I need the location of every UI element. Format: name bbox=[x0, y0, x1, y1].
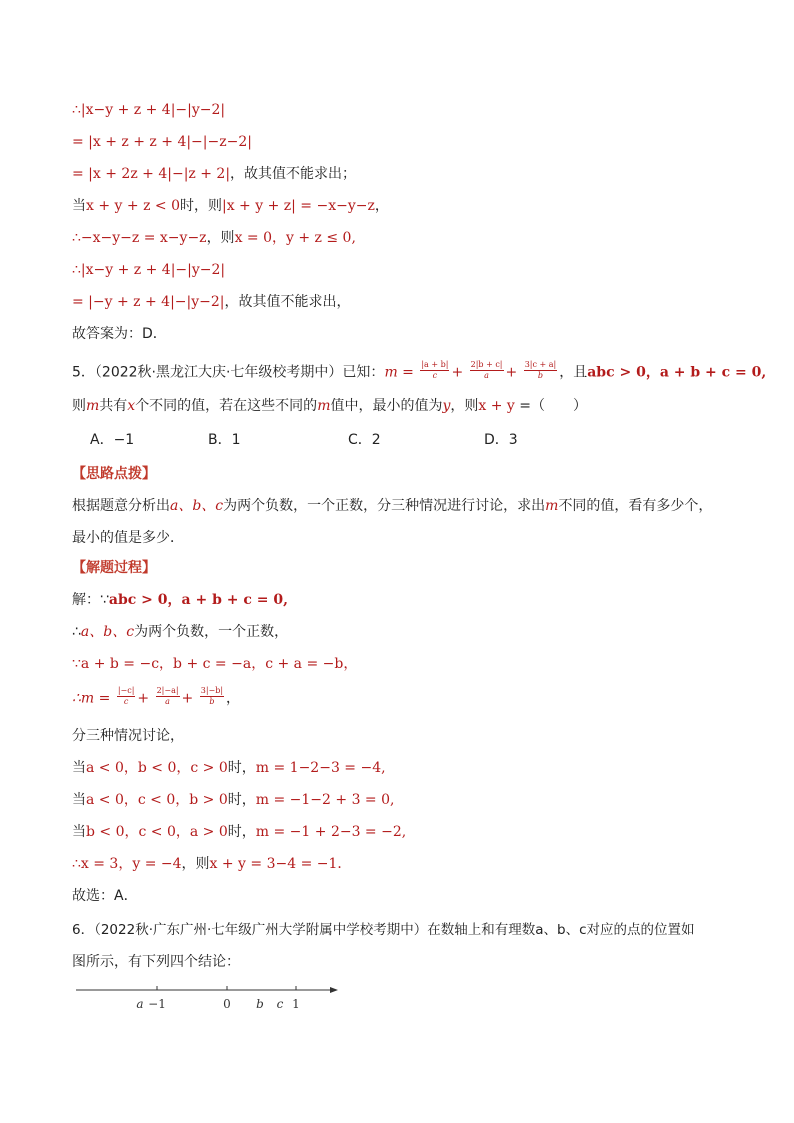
prev-line-7 bbox=[72, 292, 351, 312]
prev-line-1: ∴|x−y + z + 4|−|y−2| bbox=[72, 102, 226, 118]
q5-line-2 bbox=[72, 396, 587, 416]
case-1 bbox=[72, 758, 386, 778]
case-2-b: a < 0，c < 0，b > 0 bbox=[86, 792, 228, 808]
label-c: c bbox=[276, 997, 284, 1011]
case-3-b: b < 0，c < 0，a > 0 bbox=[86, 824, 228, 840]
case-1-d: m = 1−2−3 = −4, bbox=[255, 760, 386, 776]
option-d[interactable]: D．3 bbox=[484, 432, 518, 448]
label-neg-one: −1 bbox=[148, 997, 166, 1011]
q5-l2-a: 则 bbox=[72, 398, 86, 414]
hint-1-b: 为两个负数，一个正数，分三种情况进行讨论，求出 bbox=[223, 498, 546, 514]
hint-1-vars: a、b、c bbox=[170, 498, 224, 514]
prev-line-3 bbox=[72, 164, 356, 184]
result-c: x + y = 3−4 = −1． bbox=[209, 856, 352, 872]
case-2-a: 当 bbox=[72, 792, 86, 808]
prev-line-4-a: 当 bbox=[72, 198, 86, 214]
q5-l2-c: 个不同的值，若在这些不同的 bbox=[135, 398, 318, 414]
label-zero: 0 bbox=[223, 997, 231, 1011]
sol-f2-den: a bbox=[165, 697, 170, 706]
case-1-b: a < 0，b < 0，c > 0 bbox=[86, 760, 228, 776]
q5-fraction-2 bbox=[470, 360, 504, 381]
sol-plus-1: + bbox=[137, 690, 150, 707]
prev-line-4-e: ， bbox=[374, 198, 389, 214]
solution-line-1 bbox=[72, 590, 288, 610]
prev-answer: 故答案为：D． bbox=[72, 326, 167, 342]
solution-title: 【解题过程】 bbox=[72, 560, 156, 576]
solution-line-4 bbox=[72, 688, 240, 709]
prev-line-3-text: ，故其值不能求出； bbox=[230, 166, 357, 182]
hint-1-c: 不同的值，看有多少个， bbox=[558, 498, 713, 514]
sol-fraction-1 bbox=[117, 686, 136, 707]
q5-prefix: 5．（2022秋·黑龙江大庆·七年级校考期中）已知： bbox=[72, 364, 385, 381]
label-a: a bbox=[136, 997, 144, 1011]
solution-final: 故选：A． bbox=[72, 888, 138, 904]
sol-fraction-2 bbox=[156, 686, 180, 707]
case-1-a: 当 bbox=[72, 760, 86, 776]
q5-f2-den: a bbox=[484, 371, 489, 380]
q5-l2-e: ，则 bbox=[450, 398, 479, 414]
q5-fraction-3 bbox=[524, 360, 558, 381]
q5-l2-f: =（ ） bbox=[514, 398, 588, 414]
q5-f1-den: c bbox=[432, 371, 438, 380]
option-c[interactable]: C．2 bbox=[348, 432, 381, 448]
result-b: ，则 bbox=[181, 856, 210, 872]
label-one: 1 bbox=[292, 997, 300, 1011]
case-1-c: 时， bbox=[227, 760, 256, 776]
hint-line-2: 最小的值是多少． bbox=[72, 530, 184, 546]
q5-m-eq: m = bbox=[384, 364, 414, 381]
number-line-arrow bbox=[330, 987, 338, 993]
q5-cond-b: abc > 0，a + b + c = 0, bbox=[587, 364, 767, 381]
prev-line-5-c: x = 0，y + z ≤ 0, bbox=[234, 230, 356, 246]
case-2 bbox=[72, 790, 394, 810]
solution-line-5: 分三种情况讨论， bbox=[72, 728, 184, 744]
q5-f3-num: 3|c + a| bbox=[524, 360, 557, 369]
prev-line-7-math: = |−y + z + 4|−|y−2| bbox=[72, 294, 225, 310]
hint-title: 【思路点拨】 bbox=[72, 466, 156, 482]
q5-plus-1: + bbox=[451, 364, 464, 381]
prev-line-7-text: ，故其值不能求出， bbox=[224, 294, 351, 310]
prev-line-6: ∴|x−y + z + 4|−|y−2| bbox=[72, 262, 226, 278]
q5-line-1 bbox=[72, 362, 766, 383]
case-3 bbox=[72, 822, 406, 842]
option-a[interactable]: A．−1 bbox=[90, 432, 135, 448]
label-b: b bbox=[256, 997, 264, 1011]
sol-4-m: ∴m = bbox=[72, 690, 111, 707]
sol-2-a: ∴ bbox=[72, 624, 81, 640]
solution-result bbox=[72, 854, 351, 874]
q5-l2-m: m bbox=[86, 398, 100, 414]
hint-line-1 bbox=[72, 496, 712, 516]
sol-2-vars: a、b、c bbox=[80, 624, 135, 640]
q5-l2-x: x bbox=[127, 398, 136, 414]
hint-1-m: m bbox=[545, 498, 559, 514]
sol-1-b: abc > 0，a + b + c = 0, bbox=[108, 592, 288, 608]
q6-line-2: 图所示，有下列四个结论： bbox=[72, 954, 240, 970]
sol-1-a: 解：∵ bbox=[72, 592, 109, 608]
q5-cond-a: ，且 bbox=[559, 364, 588, 381]
q5-f3-den: b bbox=[537, 371, 544, 380]
prev-line-4 bbox=[72, 196, 389, 216]
q5-f2-num: 2|b + c| bbox=[470, 360, 503, 369]
solution-line-3: ∵a + b = −c，b + c = −a，c + a = −b， bbox=[72, 656, 358, 672]
prev-line-3-math: = |x + 2z + 4|−|z + 2| bbox=[72, 166, 231, 182]
q6-line-1: 6．（2022秋·广东广州·七年级广州大学附属中学校考期中）在数轴上和有理数a、b、c对应的点的位置如 bbox=[72, 922, 695, 938]
option-b[interactable]: B．1 bbox=[208, 432, 241, 448]
prev-line-5 bbox=[72, 228, 356, 248]
sol-4-end: ， bbox=[226, 690, 241, 707]
q5-fraction-1 bbox=[420, 360, 449, 381]
solution-line-2 bbox=[72, 622, 288, 642]
sol-2-b: 为两个负数，一个正数， bbox=[134, 624, 289, 640]
prev-line-4-c: 时，则 bbox=[179, 198, 222, 214]
prev-line-2: = |x + z + z + 4|−|−z−2| bbox=[72, 134, 252, 150]
q5-l2-d: 值中，最小的值为 bbox=[330, 398, 443, 414]
sol-f2-num: 2|−a| bbox=[156, 686, 179, 695]
number-line bbox=[72, 984, 352, 1024]
prev-line-4-b: x + y + z < 0 bbox=[86, 198, 180, 214]
prev-line-5-b: ，则 bbox=[206, 230, 235, 246]
sol-f1-num: |−c| bbox=[117, 686, 135, 695]
case-2-d: m = −1−2 + 3 = 0, bbox=[255, 792, 395, 808]
hint-1-a: 根据题意分析出 bbox=[72, 498, 170, 514]
sol-f1-den: c bbox=[123, 697, 129, 706]
case-3-a: 当 bbox=[72, 824, 86, 840]
q5-l2-xy: x + y bbox=[478, 398, 515, 414]
q5-l2-m2: m bbox=[317, 398, 331, 414]
sol-plus-2: + bbox=[181, 690, 194, 707]
q5-plus-2: + bbox=[505, 364, 518, 381]
prev-line-5-a: ∴−x−y−z = x−y−z bbox=[72, 230, 207, 246]
prev-line-4-d: |x + y + z| = −x−y−z bbox=[221, 198, 375, 214]
q5-l2-b: 共有 bbox=[99, 398, 128, 414]
case-2-c: 时， bbox=[227, 792, 256, 808]
case-3-c: 时， bbox=[227, 824, 256, 840]
case-3-d: m = −1 + 2−3 = −2, bbox=[255, 824, 407, 840]
q5-f1-num: |a + b| bbox=[421, 360, 449, 369]
q5-l2-y: y bbox=[442, 398, 451, 414]
sol-f3-den: b bbox=[209, 697, 215, 706]
sol-fraction-3 bbox=[200, 686, 224, 707]
result-a: ∴x = 3，y = −4 bbox=[72, 856, 182, 872]
sol-f3-num: 3|−b| bbox=[200, 686, 224, 695]
